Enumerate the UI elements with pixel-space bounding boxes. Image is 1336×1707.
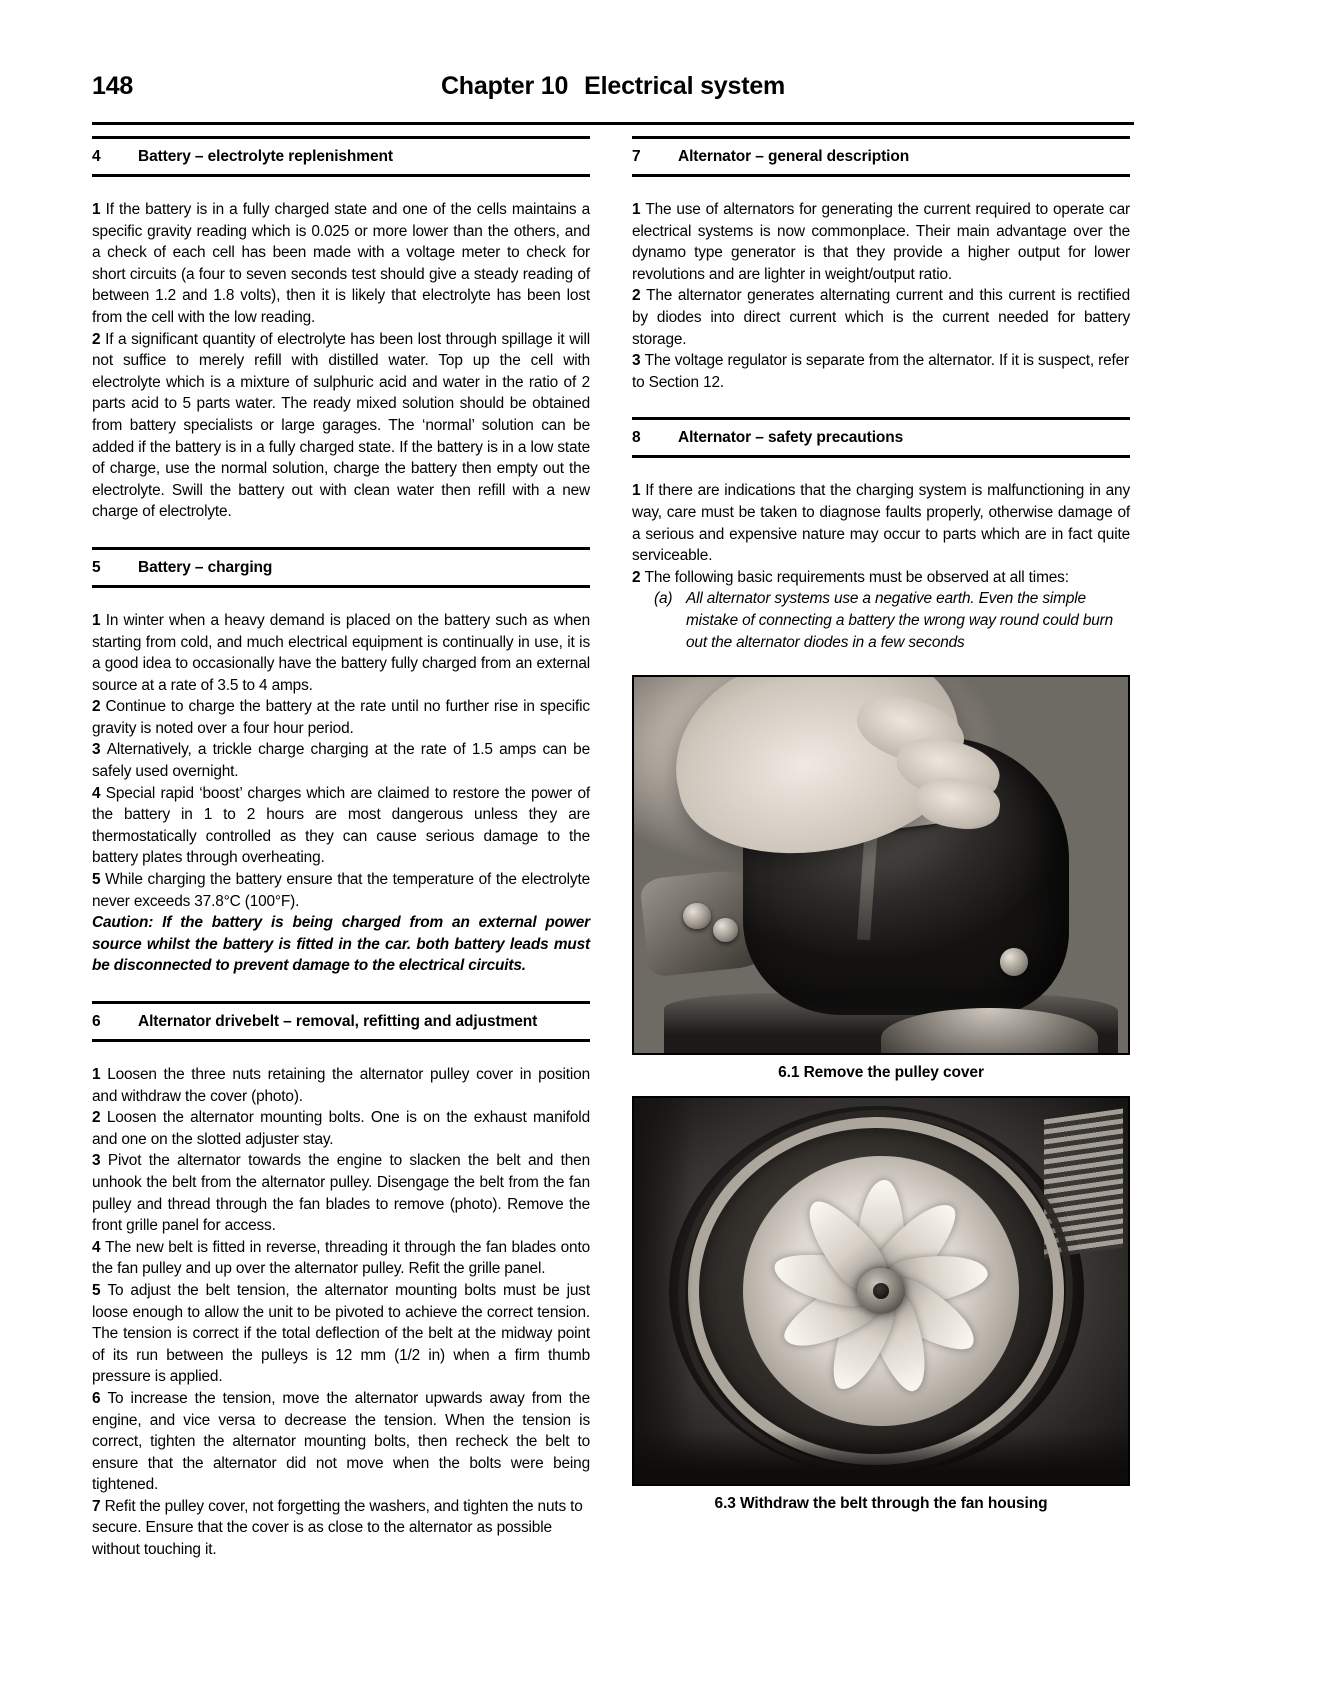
paragraph-text: Special rapid ‘boost’ charges which are claimed to restore the power of the battery in 1 to 2 hours are most dangerous unless they are thermostatically controlled as they can cause serious damage to the battery plates through overheating. xyxy=(92,784,590,867)
paragraph-number: 3 xyxy=(92,741,101,759)
page-title xyxy=(92,72,1134,101)
chapter-title: Electrical system xyxy=(584,72,786,100)
paragraph-number: 7 xyxy=(92,1497,101,1515)
paragraph xyxy=(92,696,590,739)
spacer xyxy=(632,177,1130,199)
section-number: 7 xyxy=(632,148,641,165)
paragraph xyxy=(92,199,590,329)
left-column xyxy=(92,136,590,1561)
section-body-8 xyxy=(632,480,1130,653)
right-column xyxy=(632,136,1130,1513)
paragraph-text: If the battery is in a fully charged state and one of the cells maintains a specific gravity reading which is 0.025 or more lower than the others, and a check of each cell has been made with a voltage meter to check for short circuits (a four to seven seconds test should give a steady reading of between 1.2 and 1.8 volts), then it is likely that electrolyte has been lost from the cell with the low reading. xyxy=(92,201,590,326)
section-heading-7 xyxy=(632,136,1130,177)
figure-6-3 xyxy=(632,1096,1130,1513)
paragraph xyxy=(632,480,1130,566)
paragraph-text: While charging the battery ensure that the temperature of the electrolyte never exceeds 37.8°C (100°F). xyxy=(92,871,590,910)
section-title: Alternator – general description xyxy=(678,148,910,165)
sub-item-a xyxy=(632,588,1130,653)
section-number: 5 xyxy=(92,558,101,576)
spacer xyxy=(632,1082,1130,1096)
spacer xyxy=(92,177,590,199)
caution-note: Caution: If the battery is being charged from an external power source whilst the battery is fitted in the car. both battery leads must be disconnected to prevent damage to the electrical circuits. xyxy=(92,914,590,975)
paragraph-number: 3 xyxy=(92,1152,101,1170)
figure-6-1 xyxy=(632,675,1130,1082)
paragraph-text: Loosen the alternator mounting bolts. One is on the exhaust manifold and one on the slotted adjuster stay. xyxy=(92,1109,590,1148)
paragraph-text: If a significant quantity of electrolyte has been lost through spillage it will not suffice to merely refill with distilled water. Top up the cell with electrolyte which is a mixture of sulphuric acid and water in the ratio of 2 parts acid to 5 parts water. The ready mixed solution should be obtained from battery specialists or large garages. The ‘normal’ solution can be added if the battery is in a fully charged state. If the battery is in a low state of charge, use the normal solution, charge the battery then empty out the electrolyte. Swill the battery out with clean water then refill with a new charge of electrolyte. xyxy=(92,330,590,521)
paragraph-number: 1 xyxy=(92,611,101,629)
chapter-label: Chapter 10 xyxy=(440,72,569,100)
section-number: 4 xyxy=(92,148,101,165)
section-title: Battery – electrolyte replenishment xyxy=(138,148,393,165)
paragraph-number: 5 xyxy=(92,871,101,889)
sub-item-text: All alternator systems use a negative earth. Even the simple mistake of connecting a battery the wrong way round could burn out the alternator diodes in a few seconds xyxy=(686,590,1114,651)
figure-6-3-image xyxy=(632,1096,1130,1486)
paragraph-number: 2 xyxy=(632,568,641,586)
paragraph-text: The use of alternators for generating the current required to operate car electrical systems is now commonplace. Their main advantage over the dynamo type generator is that they provide a higher output for lower revolutions and are lighter in weight/output ratio. xyxy=(632,201,1130,283)
paragraph-text: The voltage regulator is separate from the alternator. If it is suspect, refer to Section 12. xyxy=(632,352,1130,391)
paragraph xyxy=(92,610,590,696)
paragraph-text: The alternator generates alternating current and this current is rectified by diodes into direct current which is the current needed for battery storage. xyxy=(632,287,1130,348)
paragraph-text: If there are indications that the charging system is malfunctioning in any way, care must be taken to diagnose faults properly, otherwise damage of a serious and expensive nature may occur to parts which are in fact quite serviceable. xyxy=(632,482,1130,565)
header-divider xyxy=(92,122,1134,125)
paragraph-text: In winter when a heavy demand is placed on the battery such as when starting from cold, and much electrical equipment is continually in use, it is a good idea to occasionally have the battery fully charged from an external source at a rate of 3.5 to 4 amps. xyxy=(92,611,590,694)
paragraph-number: 5 xyxy=(92,1281,101,1299)
paragraph-number: 1 xyxy=(92,1066,101,1083)
spacer xyxy=(92,977,590,1001)
paragraph xyxy=(92,1064,590,1107)
spacer xyxy=(92,1042,590,1064)
paragraph-number: 6 xyxy=(92,1389,101,1407)
figure-6-3-caption: 6.3 Withdraw the belt through the fan housing xyxy=(714,1495,1048,1513)
bolt xyxy=(1000,948,1029,976)
section-heading-8 xyxy=(632,417,1130,458)
paragraph-text: Loosen the three nuts retaining the alternator pulley cover in position and withdraw the cover (photo). xyxy=(92,1066,590,1105)
spacer xyxy=(632,653,1130,675)
section-body-6 xyxy=(92,1064,590,1561)
paragraph xyxy=(92,1107,590,1150)
paragraph xyxy=(632,350,1130,393)
paragraph-text: To adjust the belt tension, the alternator mounting bolts must be just loose enough to allow the unit to be pivoted to achieve the correct tension. The tension is correct if the total deflection of the belt at the midway point of its run between the pulleys is 12 mm (1/2 in) when a firm thumb pressure is applied. xyxy=(92,1281,590,1386)
paragraph-number: 4 xyxy=(92,784,101,802)
section-heading-4 xyxy=(92,136,590,177)
paragraph-number: 3 xyxy=(632,352,641,370)
spacer xyxy=(92,523,590,547)
paragraph xyxy=(92,1388,590,1496)
figure-6-1-caption: 6.1 Remove the pulley cover xyxy=(778,1064,984,1082)
paragraph xyxy=(632,567,1130,589)
section-title: Alternator – safety precautions xyxy=(678,429,904,447)
paragraph xyxy=(92,329,590,523)
paragraph-number: 2 xyxy=(632,287,641,305)
paragraph-text: To increase the tension, move the alternator upwards away from the engine, and vice versa to decrease the tension. When the tension is correct, tighten the alternator mounting bolts, then recheck the belt to ensure that the alternator did not move when the bolts were being tightened. xyxy=(92,1389,590,1494)
paragraph-number: 2 xyxy=(92,330,101,348)
bolt xyxy=(683,903,710,929)
section-body-7 xyxy=(632,199,1130,393)
section-title: Alternator drivebelt – removal, refitting and adjustment xyxy=(138,1013,538,1030)
section-number: 8 xyxy=(632,429,641,447)
section-heading-5 xyxy=(92,547,590,588)
figure-6-1-image xyxy=(632,675,1130,1055)
paragraph xyxy=(92,1496,590,1561)
spacer xyxy=(632,458,1130,480)
page-header xyxy=(92,72,1134,114)
bolt xyxy=(713,918,738,942)
section-title: Battery – charging xyxy=(138,558,273,576)
paragraph-text: Pivot the alternator towards the engine to slacken the belt and then unhook the belt from the alternator pulley. Disengage the belt from the fan pulley and thread through the fan blades to remove (photo). Remove the front grille panel for access. xyxy=(92,1152,590,1235)
paragraph-number: 2 xyxy=(92,1109,101,1127)
paragraph xyxy=(92,1150,590,1236)
paragraph xyxy=(92,739,590,782)
paragraph-text: Refit the pulley cover, not forgetting the washers, and tighten the nuts to secure. Ensure that the cover is as close to the alternator as possible without touching it. xyxy=(92,1497,583,1559)
paragraph xyxy=(92,1280,590,1388)
sub-item-label: (a) xyxy=(654,590,673,608)
paragraph-number: 1 xyxy=(632,482,641,500)
page-number: 148 xyxy=(92,72,134,100)
paragraph-text: Continue to charge the battery at the rate until no further rise in specific gravity is noted over a four hour period. xyxy=(92,698,590,737)
paragraph xyxy=(92,869,590,912)
spacer xyxy=(632,393,1130,417)
left-shadow xyxy=(634,1098,693,1484)
spacer xyxy=(92,588,590,610)
section-number: 6 xyxy=(92,1013,101,1030)
section-heading-6 xyxy=(92,1001,590,1042)
paragraph-text: The following basic requirements must be observed at all times: xyxy=(644,568,1069,586)
paragraph-number: 2 xyxy=(92,698,101,716)
paragraph-text: The new belt is fitted in reverse, threading it through the fan blades onto the fan pulley and up over the alternator pulley. Refit the grille panel. xyxy=(92,1238,590,1278)
section-body-4 xyxy=(92,199,590,523)
paragraph-number: 1 xyxy=(632,201,641,218)
paragraph-number: 4 xyxy=(92,1238,101,1256)
paragraph xyxy=(632,285,1130,350)
section-body-5 xyxy=(92,610,590,977)
paragraph xyxy=(632,199,1130,285)
paragraph xyxy=(92,1237,590,1280)
paragraph-number: 1 xyxy=(92,201,101,218)
bottom-shadow xyxy=(634,1430,1128,1484)
paragraph xyxy=(92,783,590,869)
paragraph-text: Alternatively, a trickle charge charging at the rate of 1.5 amps can be safely used overnight. xyxy=(92,741,590,781)
